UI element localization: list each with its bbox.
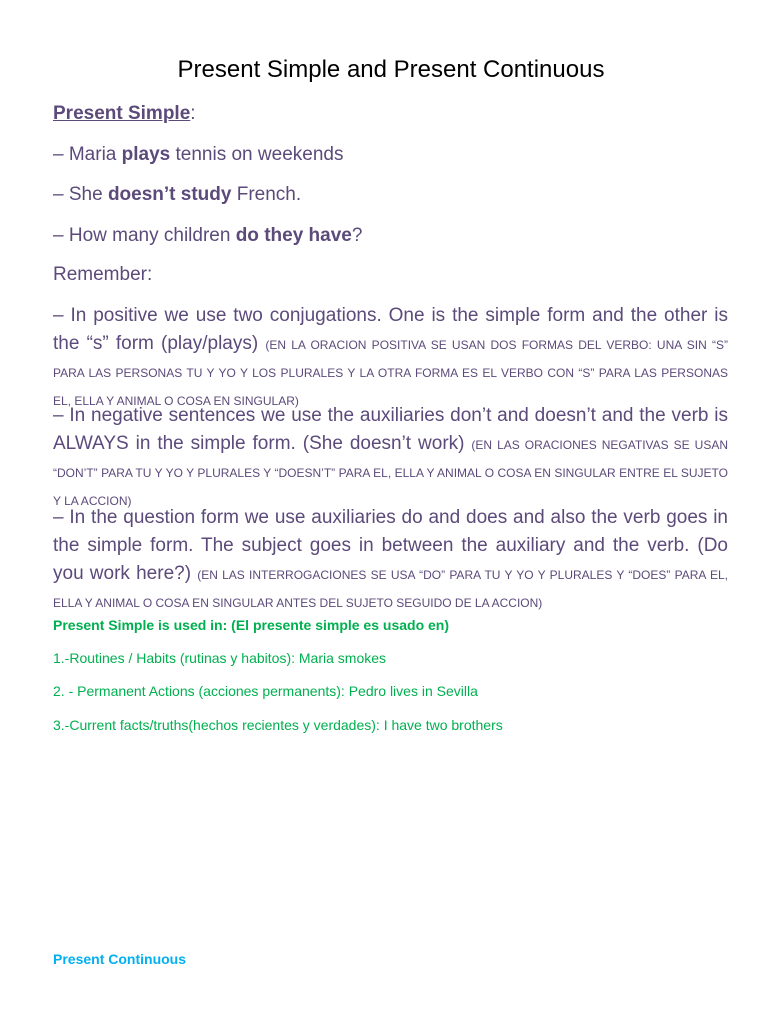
remember-label: Remember: xyxy=(53,264,153,285)
example-2-pre: – She xyxy=(53,184,108,205)
example-2-post: French. xyxy=(231,184,302,205)
rule-question-text: – In the question form we use auxiliaries do and does and also the verb goes in the simple form. The subject goes in between the auxiliary and the verb. (Do you work here?) xyxy=(53,507,728,584)
example-3-bold: do they have xyxy=(235,225,352,246)
rule-negative-text: – In negative sentences we use the auxiliaries don’t and doesn’t and the verb is ALWAYS in the simple form. (She doesn’t work) xyxy=(53,405,728,454)
present-continuous-heading: Present Continuous xyxy=(53,951,187,967)
rule-question xyxy=(53,504,728,616)
example-1-post: tennis on weekends xyxy=(170,144,344,165)
present-simple-heading-colon: : xyxy=(190,103,196,124)
example-1 xyxy=(53,141,728,169)
example-3-pre: – How many children xyxy=(53,225,236,246)
use-item-1: 1.-Routines / Habits (rutinas y habitos): Maria smokes xyxy=(53,650,387,666)
present-simple-heading-text: Present Simple xyxy=(53,103,191,124)
rule-negative-note: (EN LAS ORACIONES NEGATIVAS SE USAN “DON’T” PARA TU Y YO Y PLURALES Y “DOESN’T” PARA EL, ELLA Y ANIMAL O COSA EN SINGULAR ENTRE EL SUJETO Y LA ACCION) xyxy=(53,438,729,508)
uses-heading: Present Simple is used in: (El presente simple es usado en) xyxy=(53,617,450,633)
rule-positive-note: (EN LA ORACION POSITIVA SE USAN DOS FORMAS DEL VERBO: UNA SIN “S” PARA LAS PERSONAS TU Y YO Y LOS PLURALES Y LA OTRA FORMA ES EL VERBO CON “S” PARA LAS PERSONAS EL, ELLA Y ANIMAL O COSA EN SINGULAR) xyxy=(53,338,729,408)
use-item-2: 2. - Permanent Actions (acciones permanents): Pedro lives in Sevilla xyxy=(53,683,478,699)
example-2-bold: doesn’t study xyxy=(107,184,232,205)
example-2 xyxy=(53,181,728,209)
rule-positive-text: – In positive we use two conjugations. One is the simple form and the other is the “s” form (play/plays) xyxy=(53,305,728,354)
present-simple-heading xyxy=(53,100,728,128)
rule-negative xyxy=(53,402,728,514)
rule-positive xyxy=(53,302,728,414)
rule-question-note: (EN LAS INTERROGACIONES SE USA “DO” PARA TU Y YO Y PLURALES Y “DOES” PARA EL, ELLA Y ANIMAL O COSA EN SINGULAR ANTES DEL SUJETO SEGUIDO DE LA ACCION) xyxy=(53,568,728,610)
use-item-3: 3.-Current facts/truths(hechos recientes y verdades): I have two brothers xyxy=(53,717,503,733)
example-3 xyxy=(53,222,728,250)
example-1-bold: plays xyxy=(121,144,171,165)
page-title: Present Simple and Present Continuous xyxy=(177,56,605,83)
example-1-pre: – Maria xyxy=(53,144,122,165)
example-3-post: ? xyxy=(351,225,363,246)
